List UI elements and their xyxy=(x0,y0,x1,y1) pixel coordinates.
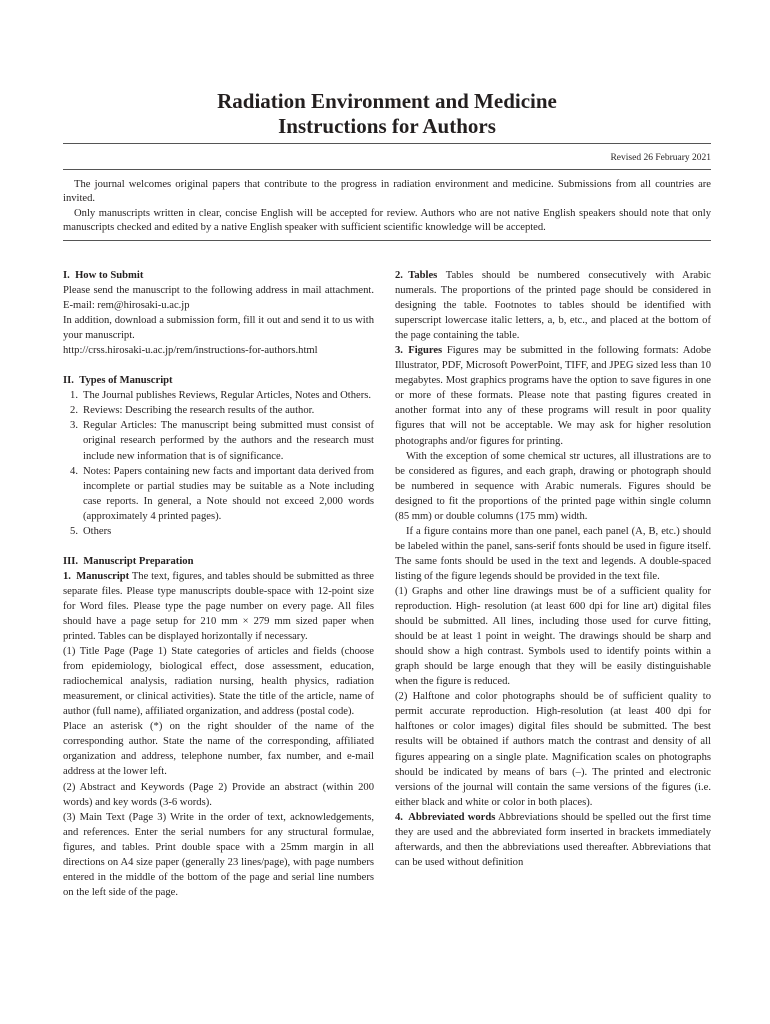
list-item: 2. Reviews: Describing the research results of the author. xyxy=(70,405,315,417)
paragraph: 1. Manuscript The text, figures, and tables should be submitted as three separate files. Please type manuscripts double-space with 12-point size for Word files. Please type the page number on every page. All files should have a page setup for 210 mm × 279 mm sized paper when printed. Tables can be displayed horizontally if necessary. xyxy=(63,570,374,643)
paragraph: With the exception of some chemical str uctures, all illustrations are to be considered as figures, and each graph, drawing or photograph should be numbered in sequence with Arabic numerals. Figures should be designed to fit the proportions of the printed page within single column (85 mm) or double columns (175 mm) width. xyxy=(395,450,711,522)
intro-paragraph: Only manuscripts written in clear, concise English will be accepted for review. Authors who are not native English speakers should note that only manuscripts checked and edited by a native English speaker with sufficient scientific knowledge will be accepted. xyxy=(63,207,711,233)
paragraph: 3. Figures Figures may be submitted in the following formats: Adobe Illustrator, PDF, Microsoft PowerPoint, TIFF, and JPEG sized less than 10 megabytes. Most graphics programs have the option to save figures in one or more of these formats. Please note that pasting figures created in another format into any of these programs will result in poor quality figures that will not be acceptable. We may ask for higher resolution photographs and/or figures for printing. xyxy=(395,345,711,447)
paragraph: In addition, download a submission form, fill it out and send it to us with your manuscript. xyxy=(63,315,374,342)
subsection-label: 4. Abbreviated words xyxy=(395,811,496,823)
subsection-label: 3. Figures xyxy=(395,345,443,357)
list-item: 1. The Journal publishes Reviews, Regular Articles, Notes and Others. xyxy=(70,390,372,402)
intro xyxy=(63,178,711,235)
paragraph: Place an asterisk (*) on the right shoulder of the name of the corresponding author. State the name of the corresponding, affiliated organization and address, telephone number, fax number, and e-mail address at the lower left. xyxy=(63,721,374,778)
section-heading: II. Types of Manuscript xyxy=(63,375,173,387)
section-heading: III. Manuscript Preparation xyxy=(63,555,194,567)
paragraph: (2) Halftone and color photographs should be of sufficient quality to permit accurate reproduction. High-resolution (at least 400 dpi for halftones or color images) digital files should be submitted. The best results will be obtained if authors match the contrast and density of all figures appearing on a single plate. Magnification scales on photographs should be indicated by means of bars (–). The printed and electronic versions of the journal will contain the same versions of the figures (i.e. either black and white or color in both places). xyxy=(395,691,711,808)
paragraph: 4. Abbreviated words Abbreviations should be spelled out the first time they are used and the abbreviated form inserted in brackets immediately afterwards, and then the abbreviations used thereafter. Abbreviations that can be used without definition xyxy=(395,811,711,868)
paragraph: (1) Title Page (Page 1) State categories of articles and fields (choose from epidemiology, biological effect, dose assessment, education, radiochemical analysis, radiation nursing, health physics, radiation measurement, or clinical activities). State the title of the article, name of author (full name), affiliated organization, and address (postal code). xyxy=(63,646,374,718)
paragraph: (3) Main Text (Page 3) Write in the order of text, acknowledgements, and references. Enter the serial numbers for any structural formulae, figures, and tables. Print double space with a 25mm margin in all directions on A4 size paper (generally 23 lines/page), with page numbers entered in the middle of the bottom of the page and serial line numbers on the left side of the page. xyxy=(63,811,374,898)
subsection-label: 2. Tables xyxy=(395,270,438,281)
document-subtitle: Instructions for Authors xyxy=(278,114,496,138)
revision-date: Revised 26 February 2021 xyxy=(610,153,711,163)
submission-url[interactable]: http://crss.hirosaki-u.ac.jp/rem/instructions-for-authors.html xyxy=(63,345,318,357)
list-item: 4. Notes: Papers containing new facts and important data derived from incomplete or partial studies may be suitable as a Note including case reports. In general, a Note should not exceed 2,000 words (approximately 4 printed pages). xyxy=(70,465,374,522)
divider xyxy=(63,143,711,144)
right-column xyxy=(395,268,711,870)
intro-paragraph: The journal welcomes original papers that contribute to the progress in radiation environment and medicine. Submissions from all countries are invited. xyxy=(63,179,711,205)
divider xyxy=(63,169,711,170)
subsection-label: 1. Manuscript xyxy=(63,570,130,582)
list-item: 5. Others xyxy=(70,525,112,537)
paragraph: If a figure contains more than one panel, each panel (A, B, etc.) should be labeled within the panel, sans-serif fonts should be used in figure itself. The same fonts should be used in the text and legends. A double-spaced listing of the figure legends should be provided in the text file. xyxy=(395,525,711,582)
paragraph: (2) Abstract and Keywords (Page 2) Provide an abstract (within 200 words) and key words (3-6 words). xyxy=(63,781,374,808)
left-column xyxy=(63,268,374,900)
paragraph: Please send the manuscript to the following address in mail attachment. E-mail: rem@hirosaki-u.ac.jp xyxy=(63,285,374,312)
list-item: 3. Regular Articles: The manuscript being submitted must consist of original research performed by the authors and the research must include new information that is of significance. xyxy=(70,420,374,462)
divider xyxy=(63,240,711,241)
section-heading: I. How to Submit xyxy=(63,270,144,281)
paragraph: 2. Tables Tables should be numbered consecutively with Arabic numerals. The proportions of the printed page should be considered in designing the table. Footnotes to tables should be identified with superscript lowercase italic letters, a, b, etc., and placed at the bottom of the page containing the table. xyxy=(395,270,711,342)
paragraph: (1) Graphs and other line drawings must be of a sufficient quality for reproduction. High- resolution (at least 600 dpi for line art) digital files should be submitted. All lines, including those used for curve fitting, should be at least 1 point in weight. The drawings should be sharp and should show a high contrast. Symbols used to identify points within a graph should be large enough that they will be easily distinguishable when the figure is reduced. xyxy=(395,585,711,688)
document-title: Radiation Environment and Medicine xyxy=(217,89,557,113)
